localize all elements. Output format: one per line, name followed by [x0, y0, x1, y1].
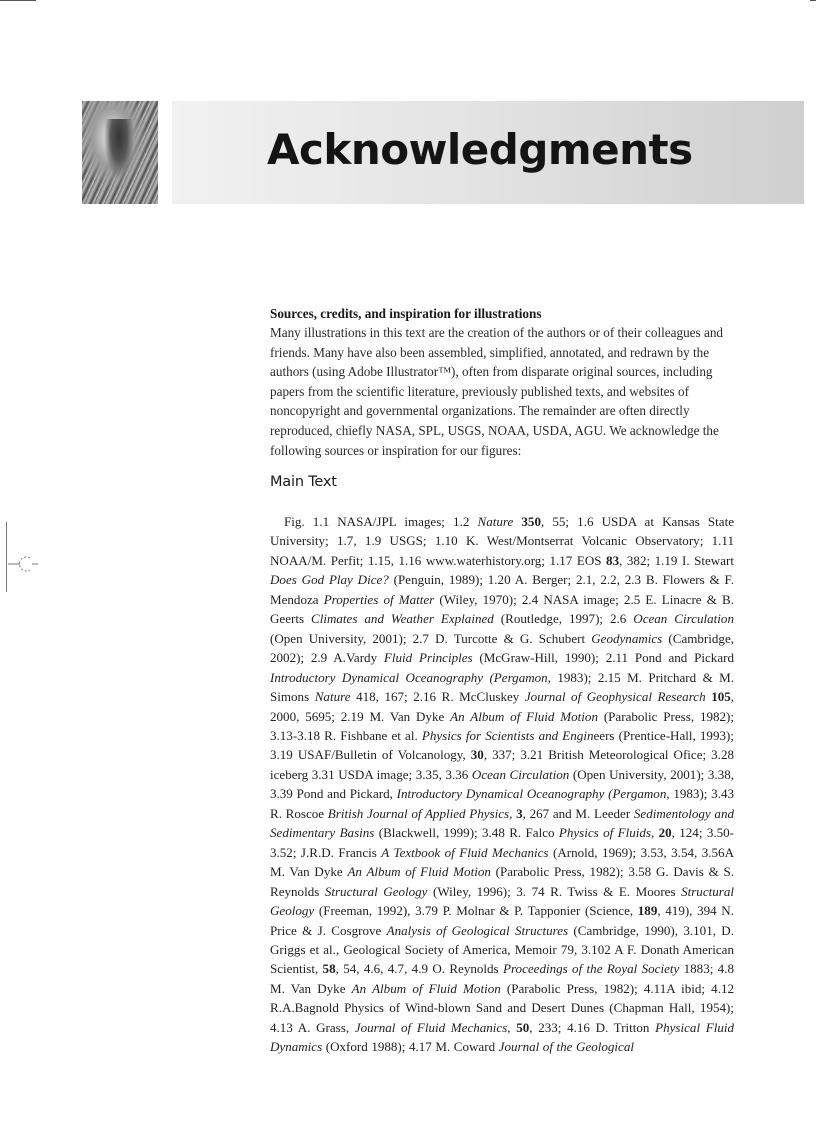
text-run: , 233; 4.16 D. Tritton: [529, 1019, 656, 1035]
text-run: 105: [711, 689, 731, 705]
text-run: An Album of Fluid Motion: [347, 864, 491, 880]
text-run: 50: [516, 1019, 530, 1035]
text-run: , 1983); 3.43 R. Roscoe: [270, 786, 735, 821]
text-run: Introductory Dynamical Oceanography (Pergamon: [396, 786, 667, 802]
text-run: (McGraw-Hill, 1990); 2.11 Pond and Pickard: [472, 650, 734, 666]
text-run: 418, 167; 2.16 R. McCluskey: [350, 689, 525, 705]
intro-paragraph: Many illustrations in this text are the creation of the authors or of their colleagues and friends. Many have also been assembled, simplified, annotated, and redrawn by the authors (using Adobe Illustrator™), often from disparate original sources, including papers from the scientific literature, previously published texts, and websites of noncopyright and governmental organizations. The remainder are often directly reproduced, chiefly NASA, SPL, USGS, NOAA, USDA, AGU. We acknowledge the following sources or inspiration for our figures:: [270, 325, 724, 458]
text-run: Journal of Fluid Mechanics: [354, 1019, 508, 1035]
text-run: (Arnold, 1969); 3.53, 3.54, 3.56A M. Van Dyke: [270, 844, 734, 880]
text-run: Geodynamics: [591, 630, 663, 646]
text-run: 350: [521, 514, 541, 529]
text-run: Physics of Fluids: [558, 825, 651, 841]
text-run: 20: [658, 825, 672, 841]
text-run: , 267 and M. Leeder: [522, 805, 634, 821]
text-run: 1883; 4.8 M. Van Dyke: [270, 961, 734, 996]
banner-gap: [158, 101, 172, 204]
text-run: , 382; 1.19 I. Stewart: [619, 552, 734, 568]
binder-mark: [0, 522, 42, 592]
intro-heading: Sources, credits, and inspiration for illustrations: [270, 306, 542, 321]
text-run: Sedimentology and Sedimentary Basins: [270, 805, 734, 841]
text-run: Proceedings of the Royal Society: [502, 961, 680, 977]
text-run: 58: [322, 961, 336, 977]
text-run: , 2000, 5695; 2.19 M. Van Dyke: [270, 689, 735, 724]
text-run: Properties of Matter: [323, 591, 435, 607]
text-run: Structural Geology: [324, 883, 428, 899]
text-run: (Open University, 2001); 3.38, 3.39 Pond and Pickard,: [270, 766, 734, 802]
chapter-title: Acknowledgments: [267, 125, 693, 174]
text-run: British Journal of Applied Physics: [327, 805, 510, 821]
text-run: , 54, 4.6, 4.7, 4.9 O. Reynolds: [335, 961, 503, 977]
text-run: (Cambridge, 1990), 3.101, D. Griggs et al., Geological Society of America, Memoir 79, 3.102 A F. Donath American Scientist,: [270, 922, 734, 977]
text-run: Nature: [314, 689, 351, 705]
text-run: Climates and Weather Explained: [311, 611, 494, 627]
text-run: 30: [470, 747, 484, 763]
text-run: , 55; 1.6 USDA at Kansas State University; 1.7, 1.9 USGS; 1.10 K. West/Montserrat Volcanic Observatory; 1.11 NOAA/M. Perfit; 1.15, 1.16 www.waterhistory.org; 1.17 EOS: [270, 514, 735, 568]
banner-photo-image: [82, 101, 158, 204]
text-run: Fluid Principles: [383, 650, 473, 666]
text-run: ,: [650, 825, 659, 841]
text-run: Ocean Circulation: [471, 766, 570, 782]
text-run: An Album of Fluid Motion: [450, 708, 598, 724]
text-run: (Oxford 1988); 4.17 M. Coward: [322, 1039, 499, 1055]
text-run: (Freeman, 1992), 3.79 P. Molnar & P. Tapponier (Science,: [314, 903, 638, 919]
text-run: (Parabolic Press, 1982); 3.58 G. Davis & S. Reynolds: [270, 864, 734, 899]
crop-mark-top-left: [0, 0, 36, 1]
text-run: , 419), 394 N. Price & J. Cosgrove: [270, 903, 734, 938]
text-run: Does God Play Dice?: [270, 572, 389, 588]
text-run: (Routledge, 1997); 2.6: [493, 611, 634, 627]
text-run: , 124; 3.50-3.52; J.R.D. Francis: [270, 825, 734, 860]
text-run: (Open University, 2001); 2.7 D. Turcotte & G. Schubert: [270, 630, 592, 646]
main-text-paragraph: [270, 512, 734, 1057]
text-run: (Blackwell, 1999); 3.48 R. Falco: [374, 825, 559, 841]
text-run: Nature: [477, 514, 514, 529]
text-run: eers (Prentice-Hall, 1993); 3.19 USAF/Bulletin of Volcanology,: [270, 727, 734, 763]
text-run: Structural Geology: [270, 883, 734, 919]
text-run: , 1983); 2.15 M. Pritchard & M. Simons: [270, 669, 734, 705]
intro-block: [270, 304, 734, 460]
text-run: A Textbook of Fluid Mechanics: [381, 844, 549, 860]
text-run: (Parabolic Press, 1982); 3.13-3.18 R. Fishbane et al.: [270, 708, 735, 743]
text-run: An Album of Fluid Motion: [351, 980, 501, 996]
text-run: (Cambridge, 2002); 2.9 A.Vardy: [270, 630, 734, 666]
text-run: Analysis of Geological Structures: [386, 922, 569, 938]
text-run: 3: [516, 805, 523, 821]
text-run: (Wiley, 1970); 2.4 NASA image; 2.5 E. Linacre & B. Geerts: [270, 591, 734, 627]
crop-mark-top-right: [810, 0, 816, 1]
text-run: (Parabolic Press, 1982); 4.11A ibid; 4.12 R.A.Bagnold Physics of Wind-blown Sand and Desert Dunes (Chapman Hall, 1954); 4.13 A. Grass,: [270, 980, 735, 1035]
text-run: Physics for Scientists and Engin: [421, 727, 594, 743]
text-run: Fig. 1.1 NASA/JPL images; 1.2: [284, 514, 478, 529]
text-run: Ocean Circulation: [633, 611, 734, 627]
text-run: Physical Fluid Dynamics: [270, 1019, 734, 1055]
chapter-banner: [82, 101, 804, 204]
text-run: , 337; 3.21 British Meteorological Ofice; 3.28 iceberg 3.31 USDA image; 3.35, 3.36: [270, 747, 734, 782]
section-heading: Main Text: [270, 474, 337, 490]
text-run: (Wiley, 1996); 3. 74 R. Twiss & E. Moores: [427, 883, 682, 899]
binder-hole-icon: [0, 522, 42, 592]
text-run: 189: [637, 903, 658, 919]
text-run: Introductory Dynamical Oceanography (Pergamon: [270, 669, 548, 685]
text-run: (Penguin, 1989); 1.20 A. Berger; 2.1, 2.2, 2.3 B. Flowers & F. Mendoza: [270, 572, 734, 607]
text-run: 83: [606, 552, 620, 568]
text-run: ,: [509, 805, 517, 821]
text-run: Journal of the Geological: [498, 1039, 634, 1055]
text-run: Journal of Geophysical Research: [524, 689, 706, 705]
text-run: ,: [507, 1019, 517, 1035]
